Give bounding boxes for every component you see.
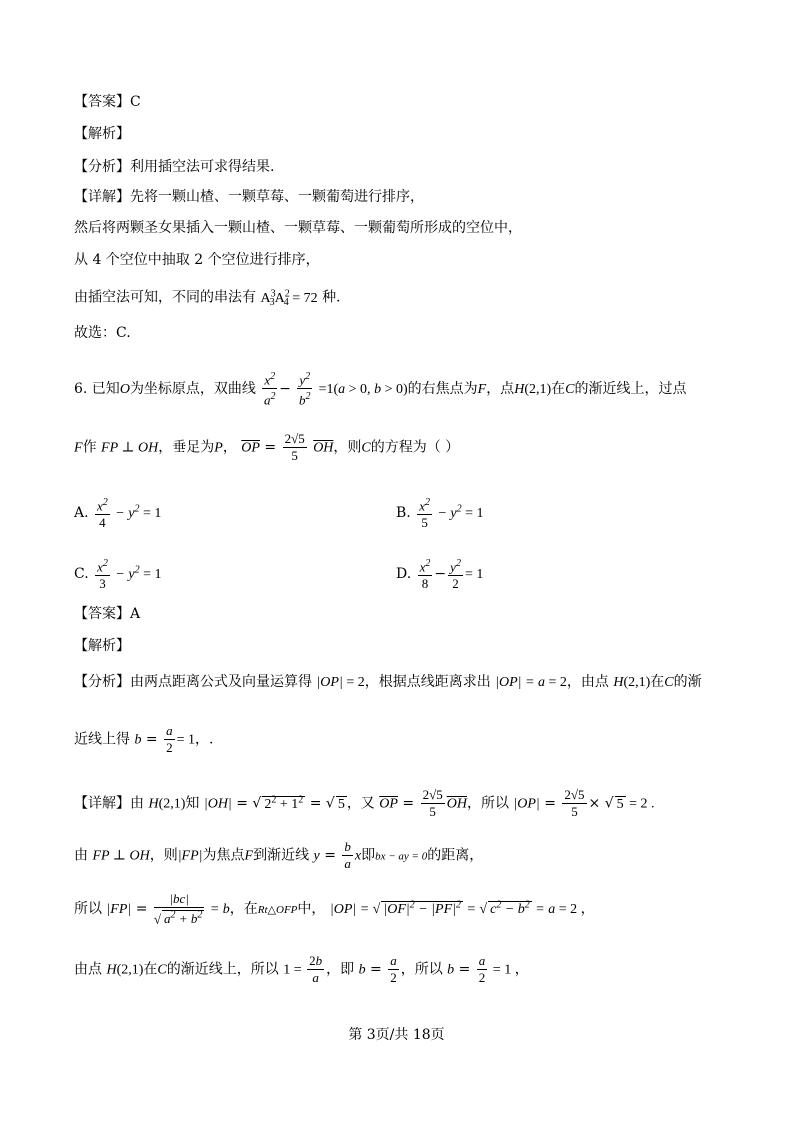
stem-text: 的渐近线上，过点	[574, 380, 687, 397]
xiangjie-text: 先将一颗山楂、一颗草莓、一颗葡萄进行排序，	[130, 189, 424, 205]
fenxi-text: 在	[650, 674, 665, 690]
stem-text: ，	[222, 439, 237, 456]
xiangjie-text: 在	[143, 961, 158, 978]
analysis-tag: 【解析】	[74, 638, 130, 654]
formula-permutation: $A^3_3A^2_4 = 72$	[260, 288, 318, 309]
xiangjie-tag: 【详解】	[74, 795, 130, 812]
q5-xiangjie-line	[74, 187, 424, 207]
paragraph-text: 由插空法可知，不同的串法有	[74, 289, 256, 306]
stem-text: ，则	[333, 439, 362, 456]
q6-xiangjie-line2: 由 FP ⊥ OH，则|FP|为焦点F到渐近线 y = $\frac{b}{a}$ x即bx − ay = 0的距离，	[74, 839, 484, 871]
xiangjie-text: 由	[130, 795, 144, 812]
option-b: B. $\frac{x^2}{5}$ − $y^2 = 1$	[396, 497, 484, 531]
q6-analysis-heading	[74, 636, 130, 656]
xiangjie-text: 知	[185, 795, 200, 812]
q6-fenxi-line2: 近线上得 b = $\frac{a}{2}$ = 1，.	[74, 723, 214, 755]
xiangjie-text: 中，	[297, 901, 326, 918]
fenxi-tag: 【分析】	[74, 674, 130, 690]
xiangjie-text: ，在	[229, 901, 258, 918]
formula-fraction: $\frac{y^2}{b^2}$	[299, 371, 311, 408]
answer-value: A	[130, 606, 141, 622]
stem-text: 为坐标原点，双曲线	[129, 380, 256, 397]
xiangjie-text: 即	[361, 847, 376, 864]
page-footer: 第 3页/共 18页	[348, 1027, 445, 1043]
xiangjie-text: 的距离，	[427, 847, 484, 864]
option-c: C. $\frac{x^2}{3}$ − $y^2 = 1$	[74, 558, 162, 592]
xiangjie-text: ，即	[326, 961, 355, 978]
xiangjie-text: 由点	[74, 961, 102, 978]
option-label: A.	[74, 505, 89, 522]
analysis-tag: 【解析】	[74, 126, 130, 142]
q6-xiangjie-line4: 由点 H(2,1)在C的渐近线上，所以 1 = $\frac{2b}{a}$ ，即 b = $\frac{a}{2}$ ，所以 b = $\frac{a}{2}$ = 1 ，	[74, 953, 529, 985]
fenxi-text: ，.	[195, 731, 214, 748]
xiangjie-text: ，又	[346, 795, 375, 812]
q5-fenxi-line	[74, 157, 274, 177]
q6-stem-line2: F作 FP ⊥ OH，垂足为P， $\overline{OP}$ = $\frac{2√5}{5}$ $\overline{OH}$，则C的方程为（ ）	[74, 431, 460, 463]
q5-line4	[74, 284, 341, 313]
q5-line5	[74, 323, 131, 343]
fenxi-text: ，根据点线距离求出	[364, 674, 491, 690]
xiangjie-text: ，则	[149, 847, 178, 864]
answer-value: C	[130, 94, 141, 110]
xiangjie-text: 为焦点	[202, 847, 245, 864]
answer-tag: 【答案】	[74, 94, 130, 110]
q6-xiangjie-line1: 【详解】由 H(2,1)知 |OH| = √ $2^2 + 1^2$ = √ 5 ，又 $\overline{OP}$ = $\frac{2√5}{5}$ $\overline{OH}$，所以 |OP| = $\frac{2√5}{5}$ × √ 5 = 2 .	[74, 787, 655, 819]
stem-text: 的右焦点为	[407, 380, 478, 397]
option-label: B.	[396, 505, 411, 522]
q6-fenxi-line1: 【分析】由两点距离公式及向量运算得 |OP| = 2，根据点线距离求出 |OP| = a = 2，由点 H(2,1)在C的渐	[74, 674, 702, 690]
xiangjie-text: ，所以	[400, 961, 443, 978]
answer-tag: 【答案】	[74, 606, 130, 622]
option-a: A. $\frac{x^2}{4}$ − $y^2 = 1$	[74, 497, 162, 531]
xiangjie-tag: 【详解】	[74, 189, 130, 205]
fenxi-text: ，由点	[566, 674, 609, 690]
formula-fraction: $\frac{2√5}{5}$	[284, 431, 305, 463]
stem-text: ，垂足为	[158, 439, 215, 456]
question-number: 6. 已知	[74, 380, 120, 397]
formula-fraction: $\frac{x^2}{a^2}$	[264, 371, 276, 408]
stem-text: 作	[82, 439, 97, 456]
xiangjie-text: 的渐近线上，所以	[166, 961, 279, 978]
q5-line3	[74, 250, 320, 270]
option-label: C.	[74, 566, 89, 583]
paragraph-text: 种.	[322, 289, 341, 306]
xiangjie-text: 所以	[74, 901, 102, 918]
paragraph-text: 然后将两颗圣女果插入一颗山楂、一颗草莓、一颗葡萄所形成的空位中，	[74, 220, 522, 236]
fenxi-tag: 【分析】	[74, 159, 130, 175]
option-d: D. $\frac{x^2}{8}$ − $\frac{y^2}{2}$ = 1	[396, 558, 484, 592]
fenxi-text: 利用插空法可求得结果.	[130, 159, 275, 175]
paragraph-text: 故选：C.	[74, 325, 131, 341]
q6-answer-line	[74, 604, 140, 624]
xiangjie-text: 由	[74, 847, 88, 864]
q6-stem-line1: 6. 已知O为坐标原点，双曲线 $\frac{x^2}{a^2}$ − $\frac{y^2}{b^2}$ =1(a > 0, b > 0)的右焦点为F，点H(2,1)在C的渐近线上，过点	[74, 371, 687, 408]
q5-answer-line	[74, 92, 141, 112]
paragraph-text: 从 4 个空位中抽取 2 个空位进行排序，	[74, 252, 320, 268]
fenxi-text: 由两点距离公式及向量运算得	[130, 674, 312, 690]
option-label: D.	[396, 566, 412, 583]
xiangjie-text: 到渐近线	[253, 847, 310, 864]
fenxi-text: 的渐	[673, 674, 702, 690]
q6-xiangjie-line3: 所以 |FP| = $\frac{|bc|}{√ a^2 + b^2}$ = b，在Rt△OFP中， |OP| = √ $|OF|^2 - |PF|^2$ = √ $c^2 - b^2 = a = 2$ ，	[74, 891, 595, 927]
stem-text: ，点	[486, 380, 515, 397]
q5-line2	[74, 218, 522, 238]
fenxi-text: 近线上得	[74, 731, 130, 748]
stem-text: 在	[551, 380, 566, 397]
q5-analysis-heading	[74, 124, 130, 144]
xiangjie-text: ，所以	[466, 795, 509, 812]
stem-text: 的方程为（ ）	[370, 439, 460, 456]
